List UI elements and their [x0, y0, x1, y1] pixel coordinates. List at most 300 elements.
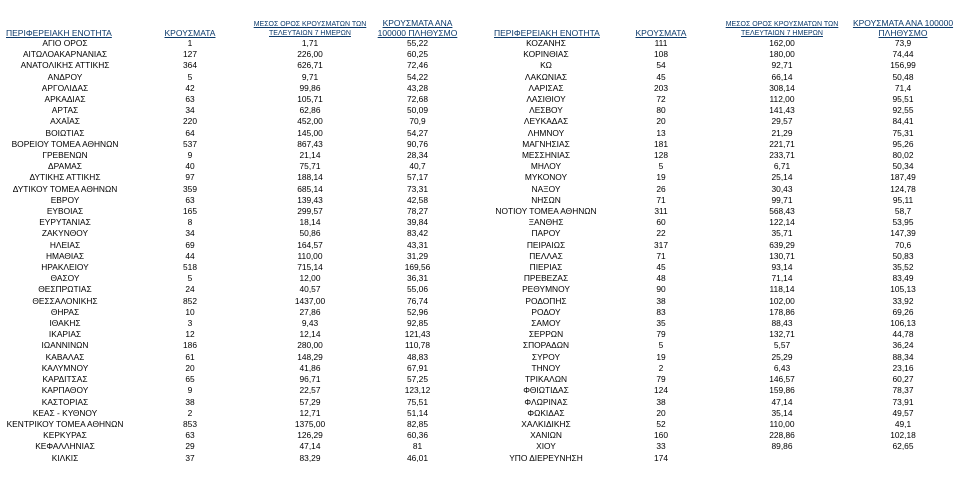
table-row [488, 284, 960, 295]
table-row [0, 374, 465, 385]
avg7-cell: 9,43 [301, 318, 319, 329]
avg7-cell: 105,71 [297, 94, 323, 105]
region-header: ΠΕΡΙΦΕΡΕΙΑΚΗ ΕΝΟΤΗΤΑ [494, 28, 600, 38]
per100k-cell: 105,13 [890, 284, 916, 295]
avg7-cell: 568,43 [769, 206, 795, 217]
cases-cell: 852 [183, 295, 197, 306]
region-cell: ΦΩΚΙΔΑΣ [527, 407, 565, 418]
avg7-cell: 164,57 [297, 239, 323, 250]
region-cell: ΡΕΘΥΜΝΟΥ [522, 284, 570, 295]
cases-cell: 45 [656, 71, 666, 82]
per100k-cell: 124,78 [890, 183, 916, 194]
avg7-cell: 6,71 [773, 161, 791, 172]
cases-table-right [488, 0, 960, 464]
region-cell: ΛΑΣΙΘΙΟΥ [526, 94, 566, 105]
per100k-cell: 69,26 [892, 306, 914, 317]
per100k-cell: 23,16 [892, 362, 914, 373]
region-cell: ΒΟΙΩΤΙΑΣ [45, 127, 85, 138]
table-body-left [0, 38, 465, 464]
avg7-cell: 626,71 [297, 60, 323, 71]
cases-cell: 71 [656, 194, 666, 205]
avg7-cell: 130,71 [769, 250, 795, 261]
region-cell: ΙΚΑΡΙΑΣ [48, 329, 82, 340]
cases-cell: 26 [656, 183, 666, 194]
avg7-cell: 89,86 [771, 441, 793, 452]
cases-cell: 181 [654, 138, 668, 149]
per100k-cell: 67,91 [407, 362, 428, 373]
avg7-cell: 132,71 [769, 329, 795, 340]
region-cell: ΡΟΔΟΥ [531, 306, 561, 317]
per100k-cell: 58,7 [894, 206, 912, 217]
table-row [0, 408, 465, 419]
per100k-cell: 92,55 [892, 105, 914, 116]
table-row [0, 453, 465, 464]
region-cell: ΜΥΚΟΝΟΥ [524, 172, 568, 183]
per100k-cell: 95,11 [892, 194, 914, 205]
per100k-cell: 81 [412, 441, 423, 452]
cases-cell: 90 [656, 284, 666, 295]
per100k-cell: 95,51 [892, 94, 914, 105]
region-cell: ΔΥΤΙΚΟΥ ΤΟΜΕΑ ΑΘΗΝΩΝ [12, 183, 118, 194]
region-cell: ΥΠΟ ΔΙΕΡΕΥΝΗΣΗ [509, 452, 583, 463]
avg7-cell: 233,71 [769, 150, 795, 161]
table-row [0, 385, 465, 396]
cases-header: ΚΡΟΥΣΜΑΤΑ [635, 28, 687, 38]
per100k-cell: 121,43 [404, 329, 431, 340]
per100k-cell: 92,85 [407, 318, 428, 329]
avg7-cell: 50,86 [299, 228, 321, 239]
region-cell: ΑΡΓΟΛΙΔΑΣ [41, 82, 89, 93]
cases-cell: 45 [656, 262, 666, 273]
table-row [488, 38, 960, 49]
cases-cell: 9 [187, 385, 193, 396]
table-row [0, 340, 465, 351]
cases-cell: 20 [656, 116, 666, 127]
per100k-cell: 39,84 [407, 217, 428, 228]
region-cell: ΘΑΣΟΥ [50, 273, 80, 284]
per100k-cell: 31,29 [407, 250, 428, 261]
table-row [488, 240, 960, 251]
avg7-cell: 21,14 [299, 150, 321, 161]
cases-cell: 69 [185, 239, 195, 250]
region-cell: ΕΥΒΟΙΑΣ [46, 206, 84, 217]
region-cell: ΛΗΜΝΟΥ [527, 127, 565, 138]
table-row [488, 340, 960, 351]
region-cell: ΛΑΡΙΣΑΣ [528, 82, 564, 93]
cases-cell: 63 [185, 94, 195, 105]
cases-cell: 128 [654, 150, 668, 161]
table-row [0, 307, 465, 318]
per100k-cell: 33,92 [892, 295, 914, 306]
table-row [488, 161, 960, 172]
region-cell: ΚΙΛΚΙΣ [51, 452, 79, 463]
cases-cell: 37 [185, 452, 195, 463]
avg7-cell: 22,57 [299, 385, 321, 396]
avg7-cell: 57,29 [299, 396, 321, 407]
avg7-cell: 141,43 [769, 105, 795, 116]
table-row [0, 284, 465, 295]
avg7-cell: 110,00 [769, 418, 795, 429]
avg7-cell: 1,71 [301, 38, 319, 48]
region-cell: ΑΝΑΤΟΛΙΚΗΣ ΑΤΤΙΚΗΣ [20, 60, 110, 71]
region-cell: ΗΜΑΘΙΑΣ [45, 250, 85, 261]
table-body-right [488, 38, 960, 464]
per100k-cell: 48,83 [407, 351, 428, 362]
per100k-cell: 70,9 [409, 116, 426, 127]
per100k-cell: 76,74 [407, 295, 428, 306]
per100k-cell: 43,28 [407, 82, 428, 93]
per100k-cell: 53,95 [892, 217, 914, 228]
cases-cell: 8 [187, 217, 193, 228]
per100k-cell: 83,49 [892, 273, 914, 284]
per100k-cell: 43,31 [407, 239, 428, 250]
avg7-cell: 126,29 [297, 430, 323, 441]
left-table-block [0, 0, 465, 464]
table-row [488, 397, 960, 408]
cases-cell: 42 [185, 82, 195, 93]
region-cell: ΧΙΟΥ [536, 441, 556, 452]
region-cell: ΜΗΛΟΥ [530, 161, 562, 172]
region-cell: ΙΩΑΝΝΙΝΩΝ [41, 340, 89, 351]
avg7-cell: 452,00 [297, 116, 323, 127]
region-cell: ΘΗΡΑΣ [50, 306, 80, 317]
table-row [0, 172, 465, 183]
avg7-cell: 96,71 [299, 374, 321, 385]
avg7-cell: 12,00 [299, 273, 321, 284]
table-row [0, 217, 465, 228]
avg7-cell: 5,57 [773, 340, 791, 351]
region-cell: ΚΑΣΤΟΡΙΑΣ [41, 396, 89, 407]
cases-cell: 5 [187, 273, 193, 284]
cases-cell: 5 [187, 71, 193, 82]
cases-cell: 12 [185, 329, 195, 340]
per100k-cell: 73,9 [894, 38, 912, 48]
per100k-cell: 80,02 [892, 150, 914, 161]
avg7-cell: 110,00 [297, 250, 323, 261]
per100k-cell: 50,83 [892, 250, 914, 261]
cases-cell: 127 [183, 49, 197, 60]
table-row [488, 419, 960, 430]
region-cell: ΔΥΤΙΚΗΣ ΑΤΤΙΚΗΣ [29, 172, 101, 183]
cases-cell: 71 [656, 250, 666, 261]
table-row [488, 374, 960, 385]
region-cell: ΕΒΡΟΥ [50, 194, 80, 205]
avg7-cell: 148,29 [297, 351, 323, 362]
cases-cell: 174 [654, 452, 668, 463]
per100k-cell: 102,18 [890, 430, 916, 441]
cases-cell: 13 [656, 127, 666, 138]
table-row [488, 307, 960, 318]
cases-cell: 38 [656, 295, 666, 306]
region-cell: ΚΩ [540, 60, 552, 71]
table-row [488, 352, 960, 363]
table-row [0, 240, 465, 251]
avg7-cell: 66,14 [771, 71, 793, 82]
per100k-cell: 156,99 [890, 60, 916, 71]
table-row [488, 262, 960, 273]
table-row [488, 195, 960, 206]
table-row [488, 430, 960, 441]
avg7-cell: 40,57 [299, 284, 321, 295]
table-row [0, 206, 465, 217]
region-cell: ΣΕΡΡΩΝ [528, 329, 564, 340]
region-cell: ΓΡΕΒΕΝΩΝ [42, 150, 88, 161]
avg7-cell: 47,14 [771, 396, 793, 407]
avg7-cell: 30,43 [771, 183, 793, 194]
cases-cell: 63 [185, 194, 195, 205]
header-row [488, 0, 960, 38]
cases-cell: 317 [654, 239, 668, 250]
avg7-cell: 228,86 [769, 430, 795, 441]
table-row [0, 128, 465, 139]
cases-cell: 34 [185, 228, 195, 239]
avg7-header: ΜΕΣΟΣ ΟΡΟΣ ΚΡΟΥΣΜΑΤΩΝ ΤΩΝ ΤΕΛΕΥΤΑΙΩΝ 7 ΗΜΕΡΩΝ [253, 21, 367, 37]
table-row [488, 83, 960, 94]
region-cell: ΚΑΛΥΜΝΟΥ [41, 362, 89, 373]
per100k-cell: 57,25 [407, 374, 428, 385]
per100k-cell: 60,36 [407, 430, 428, 441]
per100k-cell: 52,96 [407, 306, 428, 317]
avg7-cell: 9,71 [301, 71, 319, 82]
avg7-cell: 118,14 [769, 284, 795, 295]
avg7-cell: 92,71 [771, 60, 793, 71]
cases-cell: 111 [654, 38, 668, 48]
region-cell: ΑΙΤΩΛΟΑΚΑΡΝΑΝΙΑΣ [22, 49, 108, 60]
per100k-cell: 44,78 [892, 329, 914, 340]
region-header: ΠΕΡΙΦΕΡΕΙΑΚΗ ΕΝΟΤΗΤΑ [6, 28, 112, 38]
per100k-cell: 42,58 [407, 194, 428, 205]
cases-cell: 80 [656, 105, 666, 116]
avg7-cell: 93,14 [771, 262, 793, 273]
table-row [488, 150, 960, 161]
per100k-cell: 110,78 [405, 340, 430, 351]
cases-cell: 20 [656, 407, 666, 418]
per100k-cell: 90,76 [407, 138, 428, 149]
region-cell: ΚΟΡΙΝΘΙΑΣ [523, 49, 569, 60]
avg7-cell: 62,86 [299, 105, 321, 116]
region-cell: ΛΕΣΒΟΥ [529, 105, 563, 116]
cases-cell: 220 [183, 116, 197, 127]
per100k-cell: 54,27 [407, 127, 428, 138]
avg7-cell: 226,00 [297, 49, 323, 60]
table-row [0, 184, 465, 195]
table-row [488, 172, 960, 183]
region-cell: ΑΧΑΪΑΣ [50, 116, 80, 127]
per100k-cell: 62,65 [892, 441, 914, 452]
cases-cell: 537 [183, 138, 197, 149]
region-cell: ΚΟΖΑΝΗΣ [526, 38, 566, 48]
avg7-cell: 83,29 [299, 452, 321, 463]
region-cell: ΠΕΙΡΑΙΩΣ [526, 239, 566, 250]
table-row [0, 139, 465, 150]
table-row [488, 318, 960, 329]
region-cell: ΜΕΣΣΗΝΙΑΣ [521, 150, 571, 161]
region-cell: ΠΕΛΛΑΣ [529, 250, 563, 261]
table-row [0, 296, 465, 307]
per100k-cell: 35,52 [892, 262, 914, 273]
region-cell: ΑΡΤΑΣ [51, 105, 79, 116]
cases-cell: 2 [187, 407, 193, 418]
region-cell: ΔΡΑΜΑΣ [48, 161, 82, 172]
cases-cell: 9 [187, 150, 193, 161]
per100k-cell: 74,44 [892, 49, 914, 60]
table-row [0, 49, 465, 60]
table-row [0, 430, 465, 441]
per100k-cell: 54,22 [407, 71, 428, 82]
table-row [488, 116, 960, 127]
per100k-cell: 71,4 [894, 82, 912, 93]
cases-cell: 518 [183, 262, 197, 273]
avg7-cell: 99,71 [771, 194, 793, 205]
avg7-cell: 21,29 [771, 127, 793, 138]
avg7-cell: 88,43 [771, 318, 793, 329]
table-row [488, 251, 960, 262]
avg7-cell: 112,00 [769, 94, 795, 105]
cases-cell: 54 [656, 60, 666, 71]
per100k-cell: 106,13 [890, 318, 916, 329]
avg7-cell: 685,14 [297, 183, 323, 194]
cases-cell: 40 [185, 161, 195, 172]
region-cell: ΚΑΡΔΙΤΣΑΣ [42, 374, 88, 385]
region-cell: ΦΘΙΩΤΙΔΑΣ [523, 385, 569, 396]
per100k-cell: 46,01 [407, 452, 428, 463]
region-cell: ΧΑΝΙΩΝ [530, 430, 562, 441]
cases-cell: 24 [185, 284, 195, 295]
region-cell: ΕΥΡΥΤΑΝΙΑΣ [39, 217, 91, 228]
region-cell: ΦΛΩΡΙΝΑΣ [524, 396, 568, 407]
per100k-cell: 78,37 [892, 385, 914, 396]
per100k-cell: 95,26 [892, 138, 914, 149]
per100k-cell: 88,34 [892, 351, 914, 362]
region-cell: ΗΛΕΙΑΣ [49, 239, 81, 250]
table-row [488, 408, 960, 419]
cases-cell: 29 [185, 441, 195, 452]
cases-cell: 165 [183, 206, 197, 217]
avg7-cell: 139,43 [297, 194, 323, 205]
region-cell: ΠΑΡΟΥ [531, 228, 561, 239]
per100k-cell: 75,31 [892, 127, 914, 138]
table-row [0, 38, 465, 49]
avg7-cell: 188,14 [297, 172, 323, 183]
cases-cell: 124 [654, 385, 668, 396]
region-cell: ΡΟΔΟΠΗΣ [525, 295, 567, 306]
avg7-header: ΜΕΣΟΣ ΟΡΟΣ ΚΡΟΥΣΜΑΤΩΝ ΤΩΝ ΤΕΛΕΥΤΑΙΩΝ 7 ΗΜΕΡΩΝ [725, 21, 839, 37]
table-row [488, 329, 960, 340]
cases-cell: 311 [654, 206, 668, 217]
cases-cell: 52 [656, 418, 666, 429]
cases-cell: 34 [185, 105, 195, 116]
per100k-cell: 123,12 [404, 385, 431, 396]
cases-cell: 2 [658, 362, 664, 373]
per100k-cell: 187,49 [890, 172, 916, 183]
per100k-cell: 70,6 [894, 239, 912, 250]
region-cell: ΤΗΝΟΥ [531, 362, 561, 373]
table-row [488, 296, 960, 307]
cases-cell: 83 [656, 306, 666, 317]
per100k-cell: 49,1 [894, 418, 912, 429]
region-cell: ΠΡΕΒΕΖΑΣ [523, 273, 569, 284]
avg7-cell: 180,00 [769, 49, 795, 60]
cases-cell: 33 [656, 441, 666, 452]
per100k-cell: 49,57 [892, 407, 914, 418]
cases-cell: 60 [656, 217, 666, 228]
cases-cell: 359 [183, 183, 197, 194]
table-row [0, 195, 465, 206]
avg7-cell: 25,29 [771, 351, 793, 362]
table-row [488, 273, 960, 284]
region-cell: ΑΓΙΟ ΟΡΟΣ [42, 38, 88, 48]
avg7-cell: 122,14 [769, 217, 795, 228]
region-cell: ΠΙΕΡΙΑΣ [529, 262, 563, 273]
per100k-header: ΚΡΟΥΣΜΑΤΑ ΑΝΑ 100000 ΠΛΗΘΥΣΜΟ [852, 18, 954, 38]
table-row [0, 94, 465, 105]
per100k-cell: 36,24 [892, 340, 914, 351]
avg7-cell: 75,71 [299, 161, 321, 172]
table-row [0, 352, 465, 363]
cases-cell: 79 [656, 329, 666, 340]
region-cell: ΝΟΤΙΟΥ ΤΟΜΕΑ ΑΘΗΝΩΝ [495, 206, 597, 217]
per100k-cell: 50,34 [892, 161, 914, 172]
avg7-cell: 308,14 [769, 82, 795, 93]
table-row [0, 419, 465, 430]
avg7-cell: 280,00 [297, 340, 323, 351]
cases-cell: 3 [187, 318, 193, 329]
cases-cell: 853 [183, 418, 197, 429]
avg7-cell: 18,14 [299, 217, 321, 228]
per100k-cell: 50,48 [892, 71, 914, 82]
per100k-cell: 169,56 [404, 262, 431, 273]
cases-cell: 5 [658, 161, 664, 172]
avg7-cell: 25,14 [771, 172, 793, 183]
per100k-header: ΚΡΟΥΣΜΑΤΑ ΑΝΑ 100000 ΠΛΗΘΥΣΜΟ [377, 18, 458, 38]
per100k-cell: 73,91 [892, 396, 914, 407]
cases-cell: 19 [656, 172, 666, 183]
cases-cell: 19 [656, 351, 666, 362]
cases-cell: 22 [656, 228, 666, 239]
region-cell: ΒΟΡΕΙΟΥ ΤΟΜΕΑ ΑΘΗΝΩΝ [11, 138, 119, 149]
table-row [0, 251, 465, 262]
cases-cell: 61 [185, 351, 195, 362]
region-cell: ΝΗΣΩΝ [531, 194, 561, 205]
region-cell: ΣΠΟΡΑΔΩΝ [522, 340, 570, 351]
avg7-cell: 102,00 [769, 295, 795, 306]
table-row [488, 105, 960, 116]
table-row [488, 441, 960, 452]
cases-cell: 72 [656, 94, 666, 105]
cases-cell: 63 [185, 430, 195, 441]
cases-table-left [0, 0, 465, 464]
avg7-cell: 159,86 [769, 385, 795, 396]
table-row [0, 72, 465, 83]
cases-cell: 64 [185, 127, 195, 138]
avg7-cell: 71,14 [771, 273, 793, 284]
cases-cell: 160 [654, 430, 668, 441]
region-cell: ΚΕΦΑΛΛΗΝΙΑΣ [35, 441, 95, 452]
avg7-cell: 145,00 [297, 127, 323, 138]
region-cell: ΜΑΓΝΗΣΙΑΣ [522, 138, 570, 149]
per100k-cell: 60,27 [892, 374, 914, 385]
cases-cell: 10 [185, 306, 195, 317]
avg7-cell: 162,00 [769, 38, 795, 48]
per100k-cell: 147,39 [890, 228, 916, 239]
cases-header: ΚΡΟΥΣΜΑΤΑ [164, 28, 216, 38]
per100k-cell: 28,34 [407, 150, 428, 161]
region-cell: ΚΑΡΠΑΘΟΥ [41, 385, 89, 396]
table-row [0, 329, 465, 340]
per100k-cell: 72,46 [407, 60, 428, 71]
region-cell: ΚΕΡΚΥΡΑΣ [43, 430, 87, 441]
region-cell: ΛΕΥΚΑΔΑΣ [523, 116, 569, 127]
